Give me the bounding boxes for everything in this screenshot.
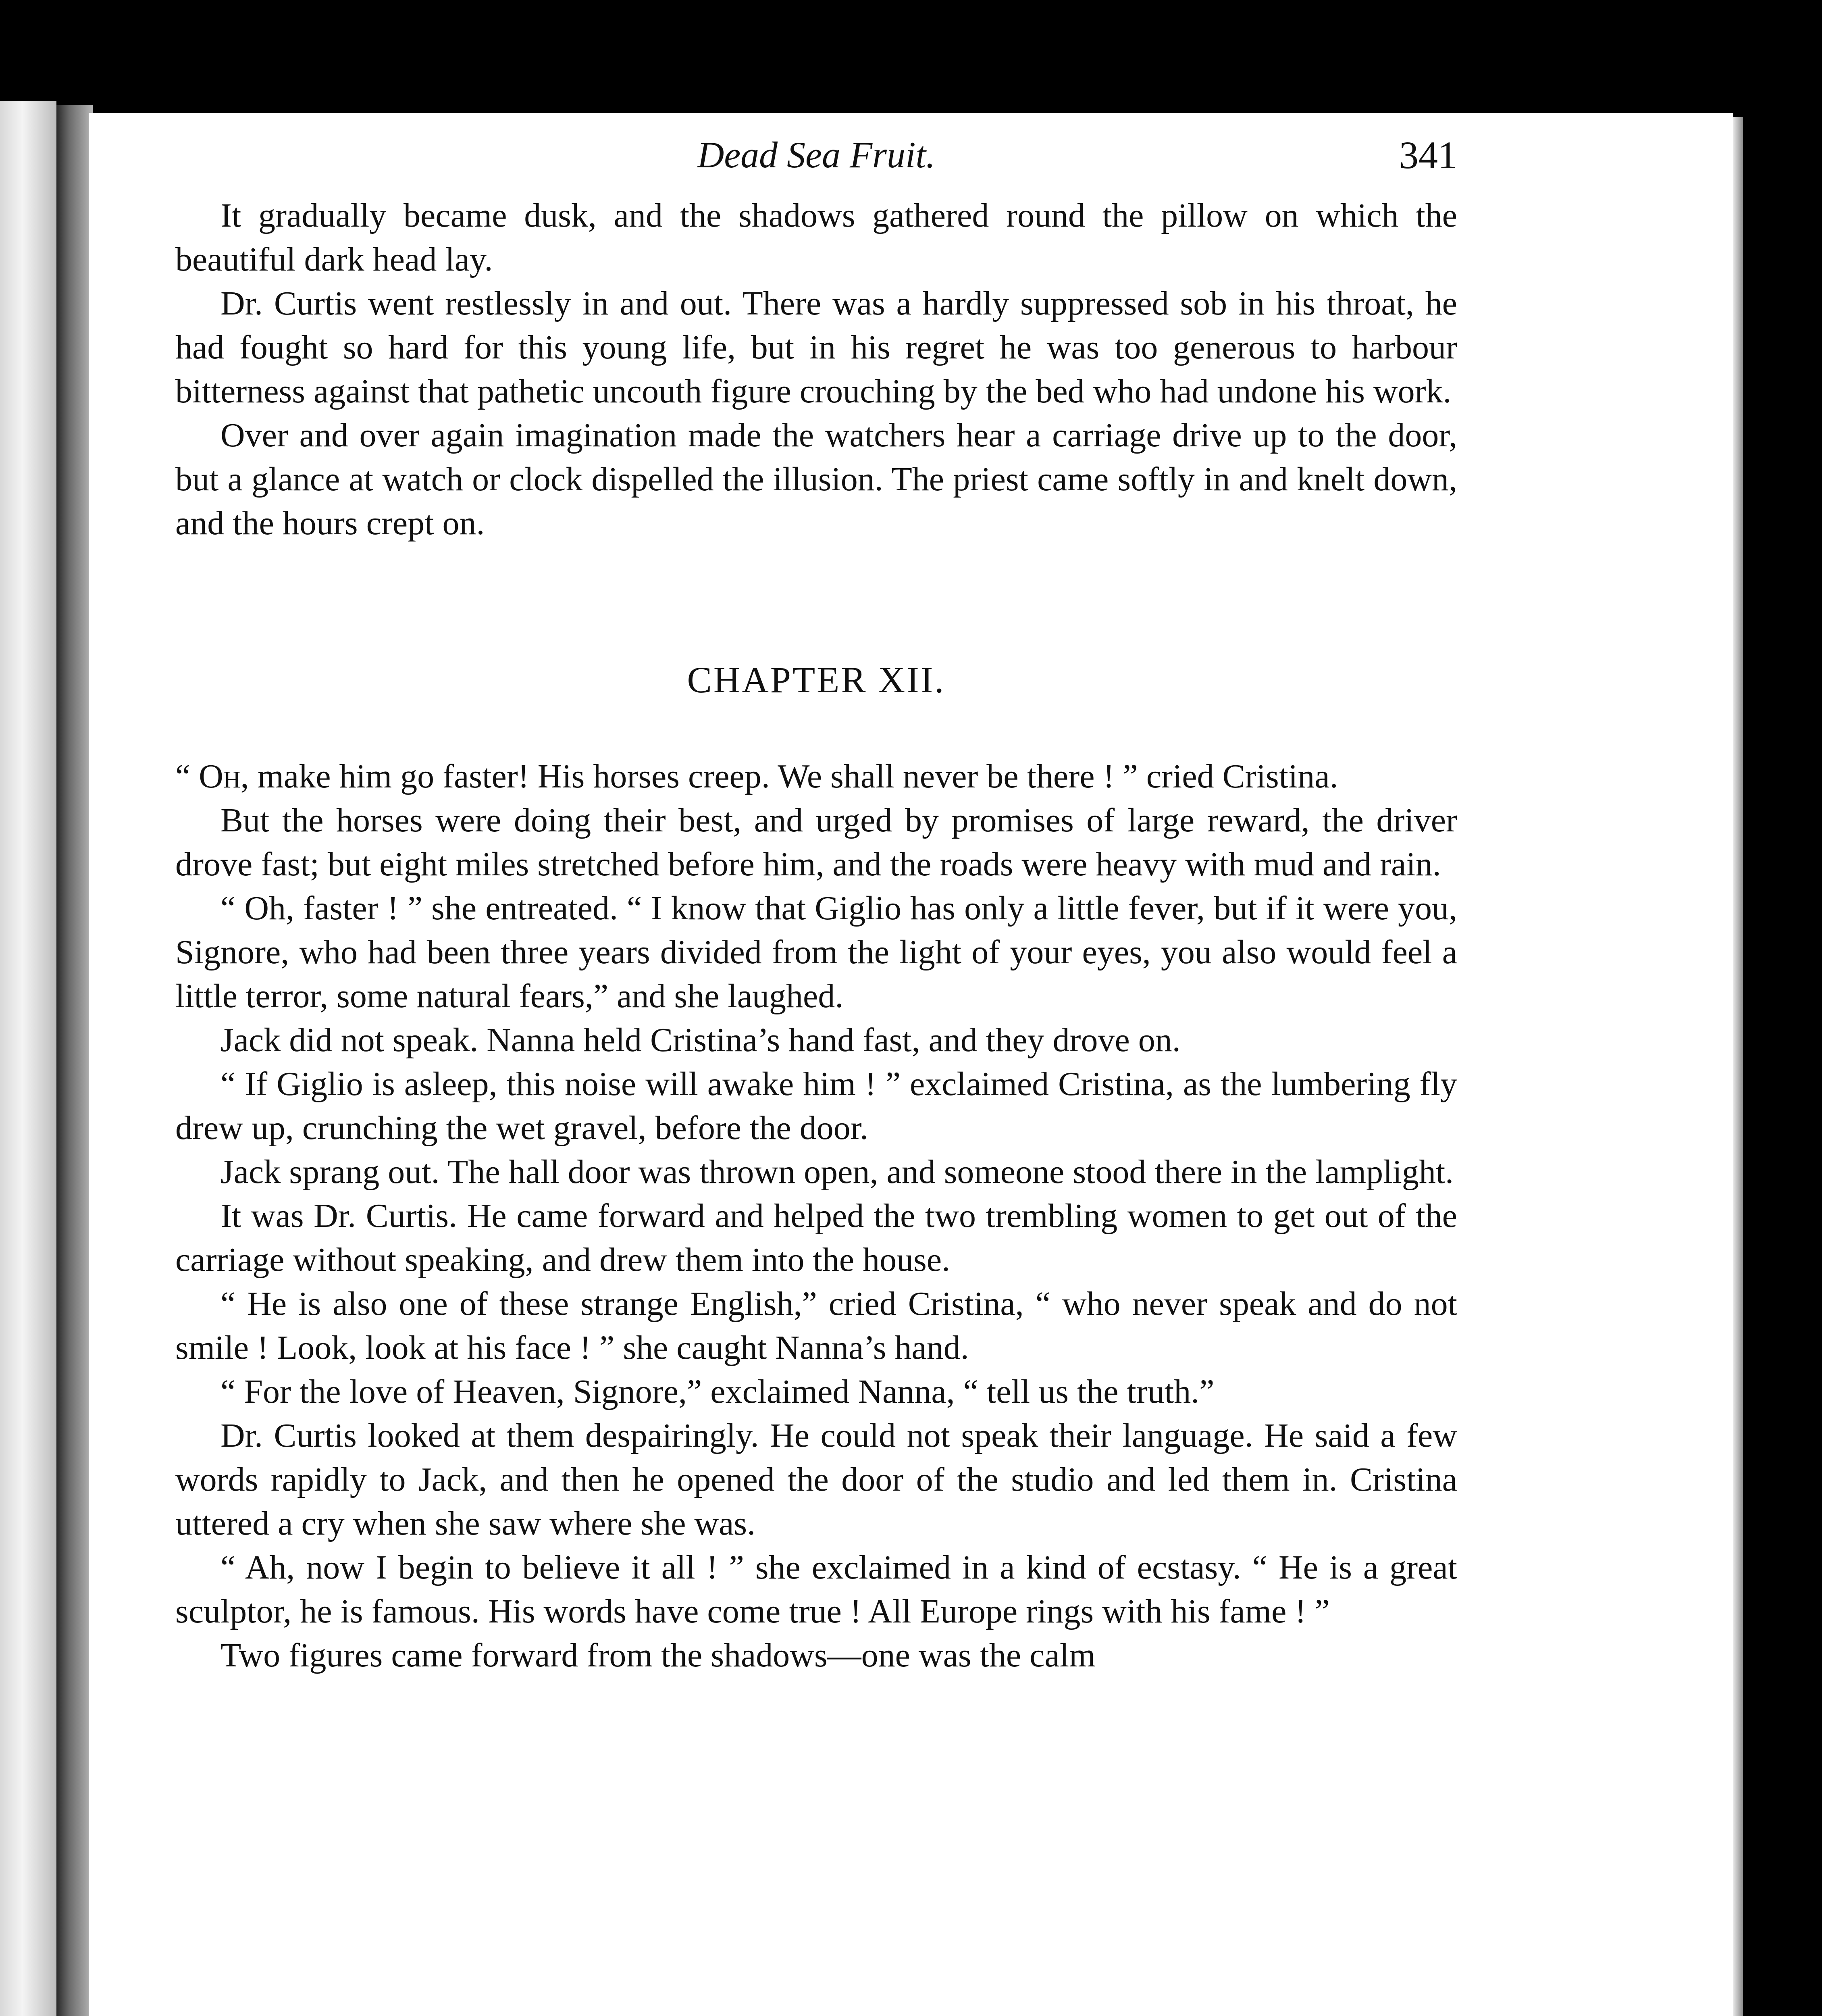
page-content xyxy=(175,133,1457,1677)
paragraph: Over and over again imagination made the watchers hear a carriage drive up to the door, but a glance at watch or clock dispelled the illusion. The priest came softly in and knelt down, and the hours crept on. xyxy=(175,417,1457,542)
opening-word: Oh xyxy=(199,758,241,795)
paragraph: “ Oh, faster ! ” she entreated. “ I know that Giglio has only a little fever, but if it were you, Signore, who had been three years divided from the light of your eyes, you also would feel a little terror, some natural fears,” and she laughed. xyxy=(175,889,1457,1015)
paragraph: Dr. Curtis went restlessly in and out. There was a hardly suppressed sob in his throat, he had fought so hard for this young life, but in his regret he was too generous to harbour bitterness against that pathetic uncouth figure crouching by the bed who had undone his work. xyxy=(175,285,1457,410)
running-title: Dead Sea Fruit. xyxy=(697,134,936,175)
paragraph: “ For the love of Heaven, Signore,” exclaimed Nanna, “ tell us the truth.” xyxy=(220,1373,1215,1410)
paragraph: “ If Giglio is asleep, this noise will awake him ! ” exclaimed Cristina, as the lumbering fly drew up, crunching the wet gravel, before the door. xyxy=(175,1065,1457,1147)
chapter-opening-paragraph xyxy=(175,754,1457,798)
paragraph: Dr. Curtis looked at them despairingly. He could not speak their language. He said a few words rapidly to Jack, and then he opened the door of the studio and led them in. Cristina uttered a cry when she saw where she was. xyxy=(175,1417,1457,1542)
chapter-heading: CHAPTER XII. xyxy=(687,659,946,700)
paragraph: It was Dr. Curtis. He came forward and helped the two trembling women to get out of the carriage without speaking, and drew them into the house. xyxy=(175,1197,1457,1279)
paragraph: It gradually became dusk, and the shadows gathered round the pillow on which the beautiful dark head lay. xyxy=(175,197,1457,278)
paragraph: “ Ah, now I begin to believe it all ! ” she exclaimed in a kind of ecstasy. “ He is a great sculptor, he is famous. His words have come true ! All Europe rings with his fame ! ” xyxy=(175,1549,1457,1630)
opening-quote: “ xyxy=(175,758,199,795)
gutter-shadow xyxy=(56,105,93,2016)
paragraph-continues: Two figures came forward from the shadows—one was the calm xyxy=(220,1637,1096,1674)
paragraph: But the horses were doing their best, and urged by promises of large reward, the driver drove fast; but eight miles stretched before him, and the roads were heavy with mud and rain. xyxy=(175,802,1457,883)
paragraph: Jack did not speak. Nanna held Cristina’s hand fast, and they drove on. xyxy=(220,1021,1181,1059)
opening-rest: , make him go faster! His horses creep. We shall never be there ! ” cried Cristina. xyxy=(240,758,1338,795)
left-page-edge xyxy=(0,101,56,2016)
paragraph: Jack sprang out. The hall door was thrown open, and someone stood there in the lamplight. xyxy=(220,1153,1454,1191)
paragraph: “ He is also one of these strange English,” cried Cristina, “ who never speak and do not smile ! Look, look at his face ! ” she caught Nanna’s hand. xyxy=(175,1285,1457,1366)
page-number: 341 xyxy=(1399,133,1457,177)
page-right-edge xyxy=(1733,117,1743,2016)
running-head xyxy=(175,133,1457,194)
